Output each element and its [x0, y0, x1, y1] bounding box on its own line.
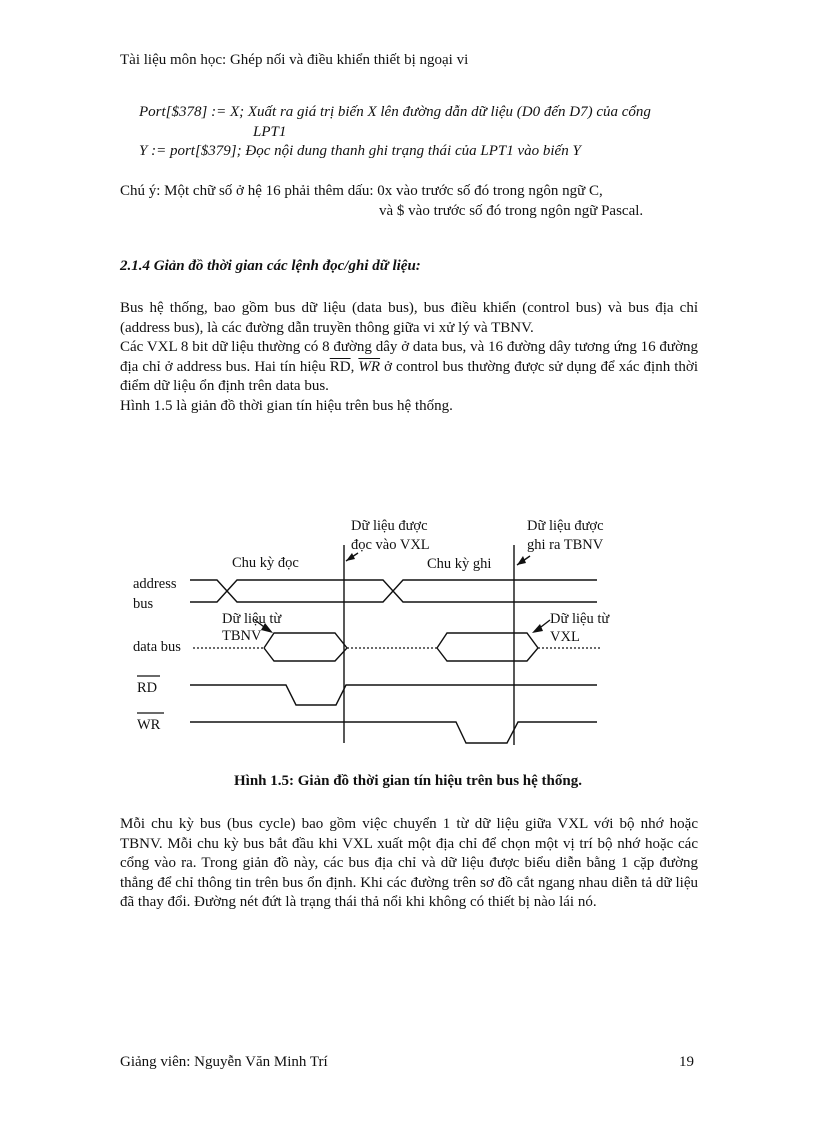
note-line-1: Chú ý: Một chữ số ở hệ 16 phải thêm dấu: 0x vào trước số đó trong ngôn ngữ C,	[120, 183, 603, 199]
note-line-2: và $ vào trước số đó trong ngôn ngữ Pascal.	[379, 203, 644, 219]
data-bus-read-block	[264, 633, 347, 661]
address-bus-label-1: address	[133, 576, 177, 592]
code-line-1: Port[$378] := X; Xuất ra giá trị biến X lên đường dẫn dữ liệu (D0 đến D7) của cổng	[139, 104, 651, 120]
code-line-2: Y := port[$379]; Đọc nội dung thanh ghi trạng thái của LPT1 vào biến Y	[139, 143, 581, 159]
page-number: 19	[679, 1054, 694, 1070]
body-paragraph: Mỗi chu kỳ bus (bus cycle) bao gồm việc chuyển 1 từ dữ liệu giữa VXL với bộ nhớ hoặc TBNV. Mỗi chu kỳ bus bắt đầu khi VXL xuất một địa chỉ để chọn một vị trí bộ nhớ hoặc các cổng vào ra. Trong giản đồ này, các bus địa chỉ và dữ liệu được biểu diễn bằng 1 cặp đường thẳng để chỉ thông tin trên bus ổn định. Khi các đường trên sơ đồ cắt ngang nhau diễn tả dữ liệu đã thay đổi. Đường nét đứt là trạng thái thả nổi khi không có thiết bị nào lái nó.	[120, 816, 698, 910]
read-data-label-2: đọc vào VXL	[351, 537, 430, 553]
intro-p2-a: Các VXL 8 bit dữ liệu thường có 8 đường dây ở data bus, và 16 đường dây tương ứng 16 đường địa chỉ ở address bus. Hai tín hiệu	[120, 339, 698, 375]
from-dev-label-1: Dữ liệu từ	[222, 611, 282, 627]
intro-p2-b: ,	[350, 358, 359, 375]
address-bus-lower	[190, 580, 597, 602]
wr-signal-label: $\overline{WR}$	[358, 358, 381, 375]
from-cpu-label-1: Dữ liệu từ	[550, 611, 610, 627]
page-header: Tài liệu môn học: Ghép nối và điều khiển thiết bị ngoại vi	[120, 52, 469, 68]
write-data-label-1: Dữ liệu được	[527, 518, 604, 534]
data-bus-label: data bus	[133, 639, 181, 655]
read-cycle-label: Chu kỳ đọc	[232, 555, 299, 571]
address-bus-label-2: bus	[133, 596, 154, 612]
intro-paragraph-3: Hình 1.5 là giản đồ thời gian tín hiệu trên bus hệ thống.	[120, 398, 453, 414]
data-bus-write-block	[437, 633, 538, 661]
section-heading: 2.1.4 Giản đồ thời gian các lệnh đọc/ghi dữ liệu:	[120, 258, 421, 274]
write-arrow-head	[517, 556, 526, 565]
from-cpu-label-2: VXL	[550, 629, 580, 645]
write-data-label-2: ghi ra TBNV	[527, 537, 604, 553]
read-data-label-1: Dữ liệu được	[351, 518, 428, 534]
from-dev-label-2: TBNV	[222, 628, 262, 644]
code-line-1-cont: LPT1	[253, 124, 287, 140]
wr-label: WR	[137, 717, 161, 733]
rd-waveform	[190, 685, 597, 705]
wr-waveform	[190, 722, 597, 743]
figure-caption: Hình 1.5: Giản đồ thời gian tín hiệu trên bus hệ thống.	[234, 773, 582, 789]
intro-paragraph-1: Bus hệ thống, bao gồm bus dữ liệu (data bus), bus điều khiển (control bus) và bus địa chỉ (address bus), là các đường dẫn truyền thông giữa vi xử lý và TBNV.	[120, 300, 698, 336]
from-cpu-arrow-line	[537, 620, 550, 630]
rd-signal-label: $\overline{RD}$	[329, 358, 351, 375]
write-cycle-label: Chu kỳ ghi	[427, 556, 492, 572]
rd-label: RD	[137, 680, 158, 696]
from-cpu-arrow-head	[532, 624, 543, 633]
intro-p2-c: ở control bus thường được sử dụng để xác định thời điểm dữ liệu ổn định trên data bus.	[120, 358, 699, 394]
footer-author: Giảng viên: Nguyễn Văn Minh Trí	[120, 1054, 328, 1070]
read-arrow-head	[346, 553, 355, 561]
